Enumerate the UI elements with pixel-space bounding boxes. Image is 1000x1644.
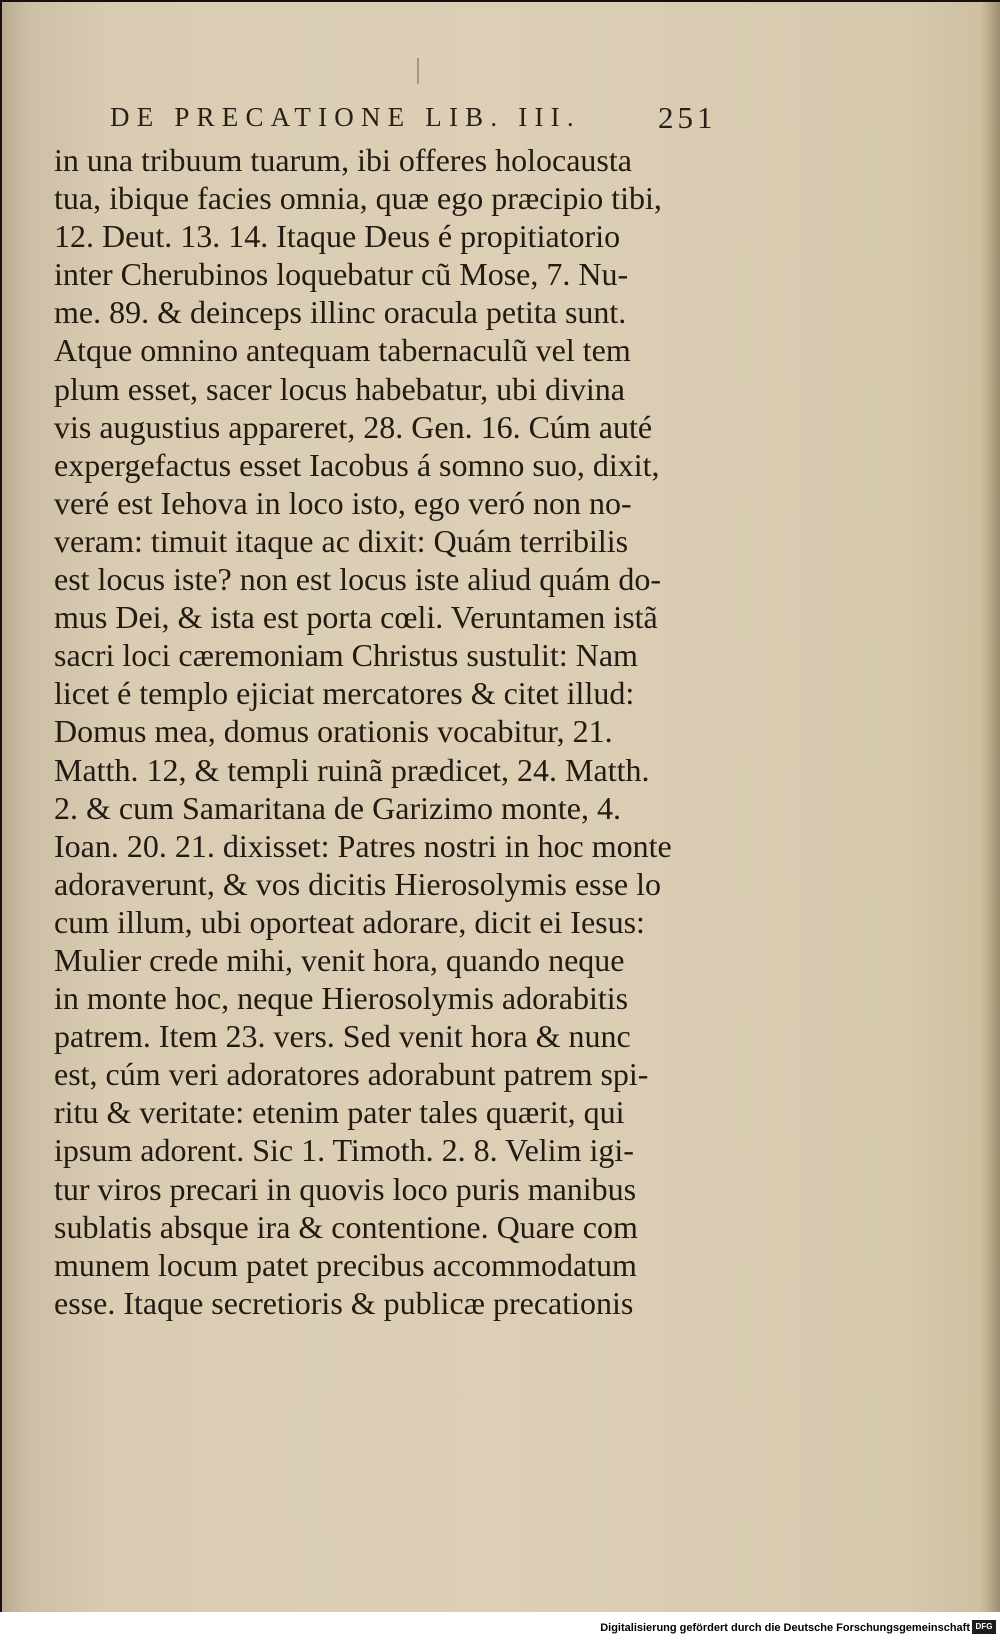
text-line: Atque omnino antequam tabernaculũ vel tem xyxy=(54,332,631,369)
dfg-logo: DFG xyxy=(972,1620,996,1634)
text-line: inter Cherubinos loquebatur cũ Mose, 7. Nu- xyxy=(54,256,629,293)
text-line: ipsum adorent. Sic 1. Timoth. 2. 8. Velim igi- xyxy=(54,1132,634,1169)
text-line: adoraverunt, & vos dicitis Hierosolymis esse lo xyxy=(54,865,662,902)
body-text xyxy=(54,141,724,1322)
text-line: Domus mea, domus orationis vocabitur, 21. xyxy=(54,713,613,750)
text-line: patrem. Item 23. vers. Sed venit hora & nunc xyxy=(54,1018,631,1055)
text-line: sacri loci cæremoniam Christus sustulit: Nam xyxy=(54,637,638,674)
text-line: Ioan. 20. 21. dixisset: Patres nostri in hoc monte xyxy=(54,827,672,864)
text-line: 2. & cum Samaritana de Garizimo monte, 4. xyxy=(54,789,621,826)
text-line: mus Dei, & ista est porta cœli. Veruntamen istã xyxy=(54,599,658,636)
text-line: munem locum patet precibus accommodatum xyxy=(54,1246,637,1283)
text-line: veram: timuit itaque ac dixit: Quám terribilis xyxy=(54,522,629,559)
text-line: esse. Itaque secretioris & publicæ precationis xyxy=(54,1284,634,1321)
funding-credit: Digitalisierung gefördert durch die Deutsche Forschungsgemeinschaft xyxy=(600,1622,970,1634)
text-line: tur viros precari in quovis loco puris manibus xyxy=(54,1170,637,1207)
text-line: expergefactus esset Iacobus á somno suo, dixit, xyxy=(54,446,660,483)
running-head-title: DE PRECATIONE LIB. III. xyxy=(110,102,581,132)
text-line: est, cúm veri adoratores adorabunt patrem spi- xyxy=(54,1056,649,1093)
page-number: 251 xyxy=(658,100,717,135)
text-line: 12. Deut. 13. 14. Itaque Deus é propitiatorio xyxy=(54,218,621,255)
running-head xyxy=(110,102,740,140)
text-line: Mulier crede mihi, venit hora, quando neque xyxy=(54,941,625,978)
text-line: in monte hoc, neque Hierosolymis adorabitis xyxy=(54,980,629,1017)
page-edge-shadow xyxy=(980,2,1000,1614)
text-line: me. 89. & deinceps illinc oracula petita sunt. xyxy=(54,294,627,331)
text-line: licet é templo ejiciat mercatores & citet illud: xyxy=(54,675,635,712)
text-line: veré est Iehova in loco isto, ego veró non no- xyxy=(54,484,632,521)
text-line: tua, ibique facies omnia, quæ ego præcipio tibi, xyxy=(54,180,662,217)
text-line: in una tribuum tuarum, ibi offeres holocausta xyxy=(54,142,632,178)
text-line: cum illum, ubi oporteat adorare, dicit ei Iesus: xyxy=(54,903,645,940)
text-line: plum esset, sacer locus habebatur, ubi divina xyxy=(54,370,625,407)
text-line: sublatis absque ira & contentione. Quare com xyxy=(54,1208,638,1245)
text-line: Matth. 12, & templi ruinã prædicet, 24. Matth. xyxy=(54,751,650,788)
text-line: vis augustius appareret, 28. Gen. 16. Cúm auté xyxy=(54,408,653,445)
text-line: est locus iste? non est locus iste aliud quám do- xyxy=(54,561,661,598)
text-line: ritu & veritate: etenim pater tales quærit, qui xyxy=(54,1094,625,1131)
fold-mark xyxy=(417,58,419,84)
